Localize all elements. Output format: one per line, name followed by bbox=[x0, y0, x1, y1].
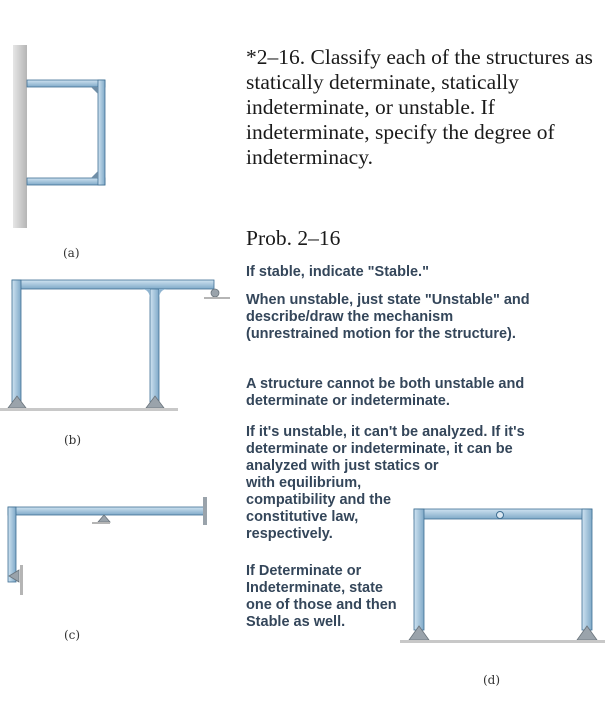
pin-joint-top bbox=[91, 87, 98, 94]
stable-note: If stable, indicate "Stable." bbox=[246, 264, 429, 280]
right-support bbox=[577, 626, 597, 640]
ground bbox=[400, 640, 605, 643]
unstable-note: When unstable, just state "Unstable" and describe/draw the mechanism (unrestrained motion for the structure). bbox=[246, 292, 530, 342]
analysis-note-a: If it's unstable, it can't be analyzed. If it's determinate or indeterminate, it can be analyzed with just statics or bbox=[246, 424, 525, 474]
pin-base bbox=[92, 522, 110, 524]
roller-ground bbox=[204, 297, 230, 299]
left-support bbox=[409, 626, 429, 640]
fixed-wall bbox=[13, 45, 27, 228]
analysis-note-b: with equilibrium, compatibility and the constitutive law, respectively. bbox=[246, 475, 392, 542]
caption-d: (d) bbox=[483, 673, 501, 687]
left-column bbox=[414, 509, 424, 630]
roller-support bbox=[211, 289, 219, 297]
beam bbox=[12, 280, 214, 289]
figure-c bbox=[8, 497, 207, 595]
both-note: A structure cannot be both unstable and determinate or indeterminate. bbox=[246, 376, 525, 409]
beam bbox=[8, 507, 205, 515]
left-column bbox=[12, 280, 21, 402]
figure-d bbox=[400, 509, 605, 643]
bottom-member bbox=[27, 178, 105, 185]
right-column bbox=[582, 509, 592, 630]
pin-under-beam bbox=[98, 515, 110, 522]
caption-c: (c) bbox=[64, 628, 81, 642]
figure-a bbox=[13, 45, 105, 228]
final-note: If Determinate or Indeterminate, state one of those and then Stable as well. bbox=[246, 563, 397, 630]
right-column bbox=[150, 289, 159, 402]
left-support bbox=[8, 396, 26, 408]
figure-b bbox=[0, 280, 230, 411]
top-member bbox=[27, 80, 105, 87]
right-member bbox=[98, 80, 105, 185]
column bbox=[8, 507, 16, 582]
right-support bbox=[146, 396, 164, 408]
problem-reference: Prob. 2–16 bbox=[246, 226, 341, 250]
pin-joint-bottom bbox=[91, 171, 98, 178]
ground bbox=[0, 408, 178, 411]
problem-statement: *2–16. Classify each of the structures as statically determinate, statically indeterminate, or unstable. If indeterminate, specify the degree of indeterminacy. bbox=[246, 45, 593, 169]
right-wall bbox=[203, 497, 207, 525]
side-wall bbox=[20, 565, 23, 595]
caption-b: (b) bbox=[64, 433, 82, 447]
caption-a: (a) bbox=[63, 246, 80, 260]
internal-hinge bbox=[497, 512, 504, 519]
